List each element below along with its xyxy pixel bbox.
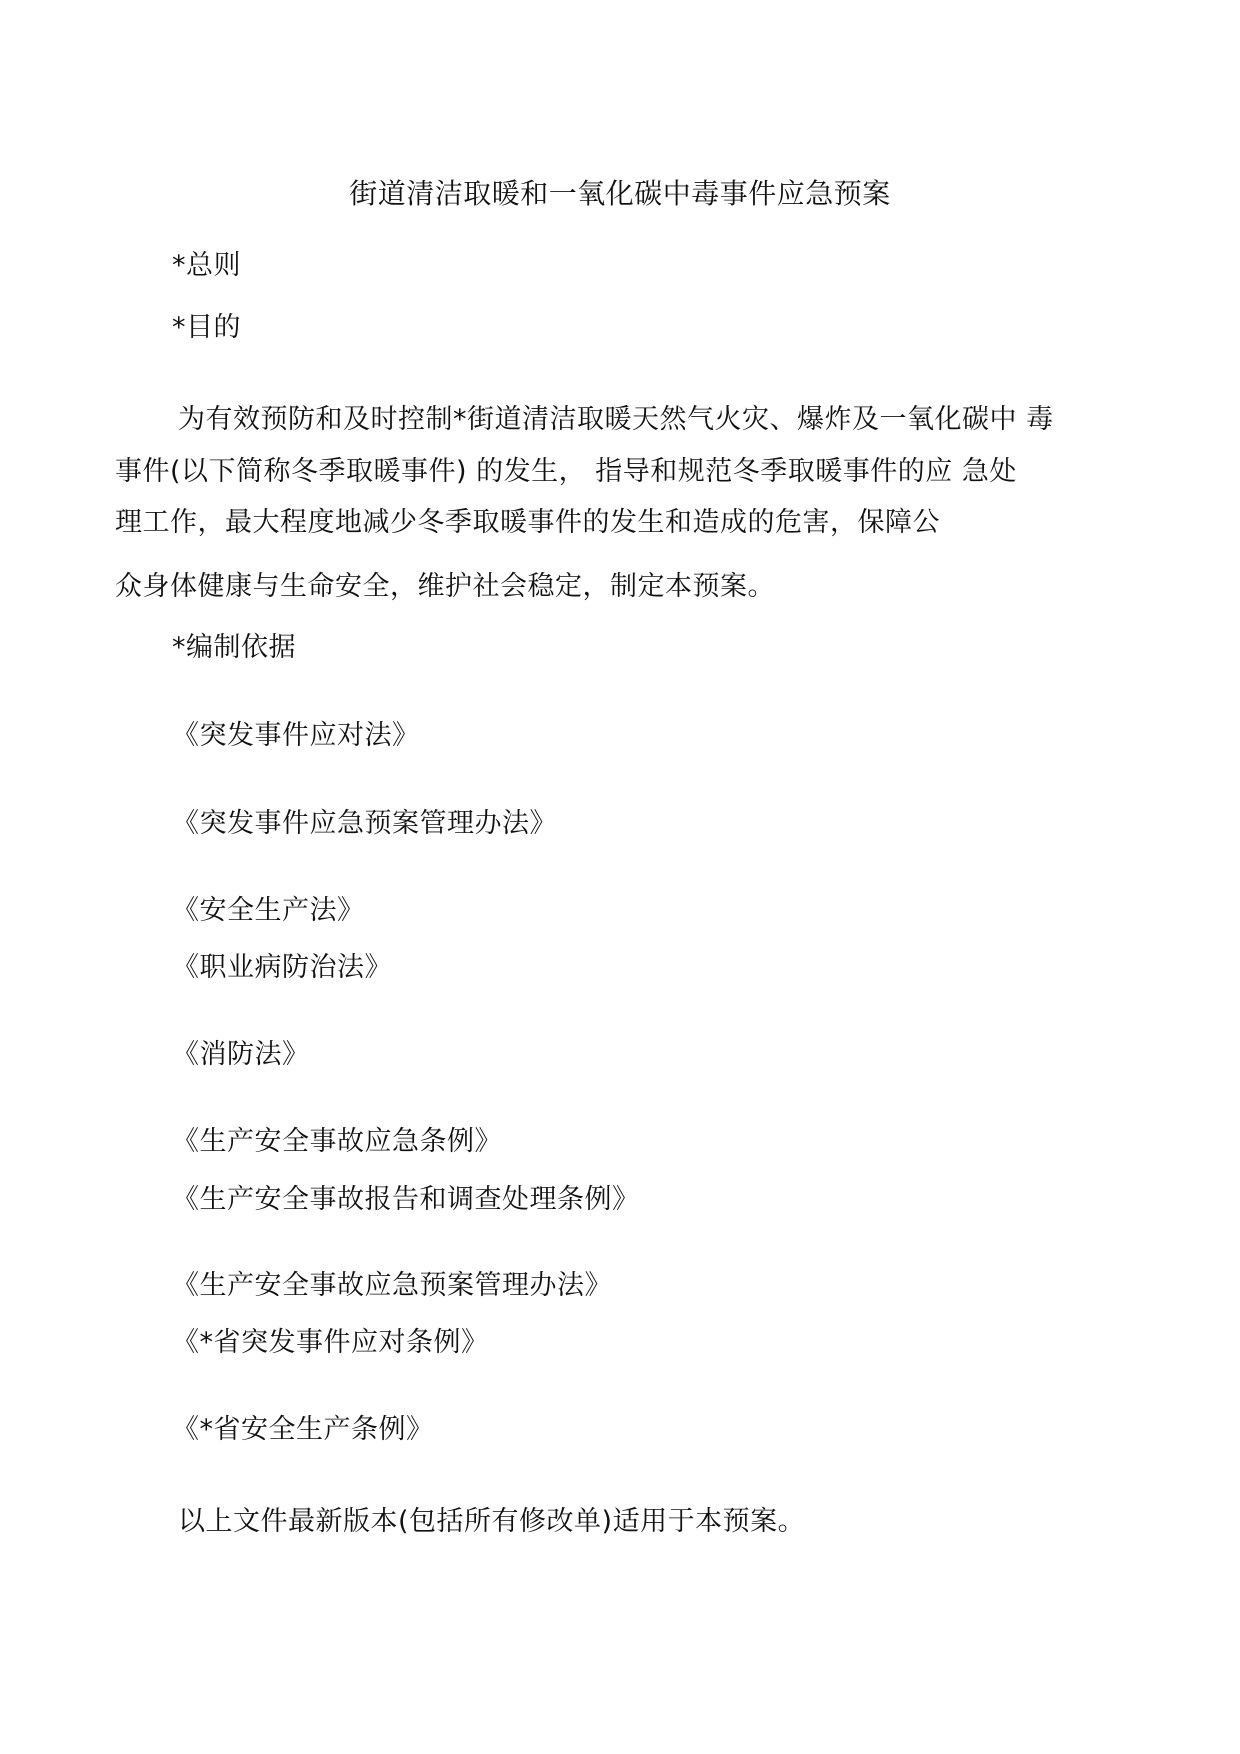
law-item: 《突发事件应对法》: [172, 720, 420, 751]
purpose-paragraph-line-3: 理工作，最大程度地减少冬季取暖事件的发生和造成的危害，保障公: [115, 507, 940, 538]
purpose-paragraph-line-2: 事件(以下简称冬季取暖事件) 的发生， 指导和规范冬季取暖事件的应 急处: [115, 456, 1017, 487]
section-heading-general: *总则: [172, 250, 241, 281]
section-heading-purpose: *目的: [172, 312, 241, 343]
law-item: 《生产安全事故应急预案管理办法》: [172, 1270, 612, 1301]
section-heading-basis: *编制依据: [172, 632, 296, 663]
law-item: 《突发事件应急预案管理办法》: [172, 808, 557, 839]
law-item: 《安全生产法》: [172, 895, 365, 926]
law-item: 《消防法》: [172, 1039, 310, 1070]
purpose-paragraph-line-4: 众身体健康与生命安全，维护社会稳定，制定本预案。: [115, 571, 775, 602]
purpose-paragraph-line-1: 为有效预防和及时控制*街道清洁取暖天然气火灾、爆炸及一氧化碳中 毒: [178, 404, 1054, 435]
document-title: 街道清洁取暖和一氧化碳中毒事件应急预案: [349, 177, 891, 210]
law-item: 《生产安全事故应急条例》: [172, 1126, 502, 1157]
law-item: 《职业病防治法》: [172, 952, 392, 983]
law-item: 《*省安全生产条例》: [172, 1414, 434, 1445]
closing-note: 以上文件最新版本(包括所有修改单)适用于本预案。: [178, 1506, 806, 1537]
law-item: 《*省突发事件应对条例》: [172, 1327, 489, 1358]
law-item: 《生产安全事故报告和调查处理条例》: [172, 1184, 640, 1215]
